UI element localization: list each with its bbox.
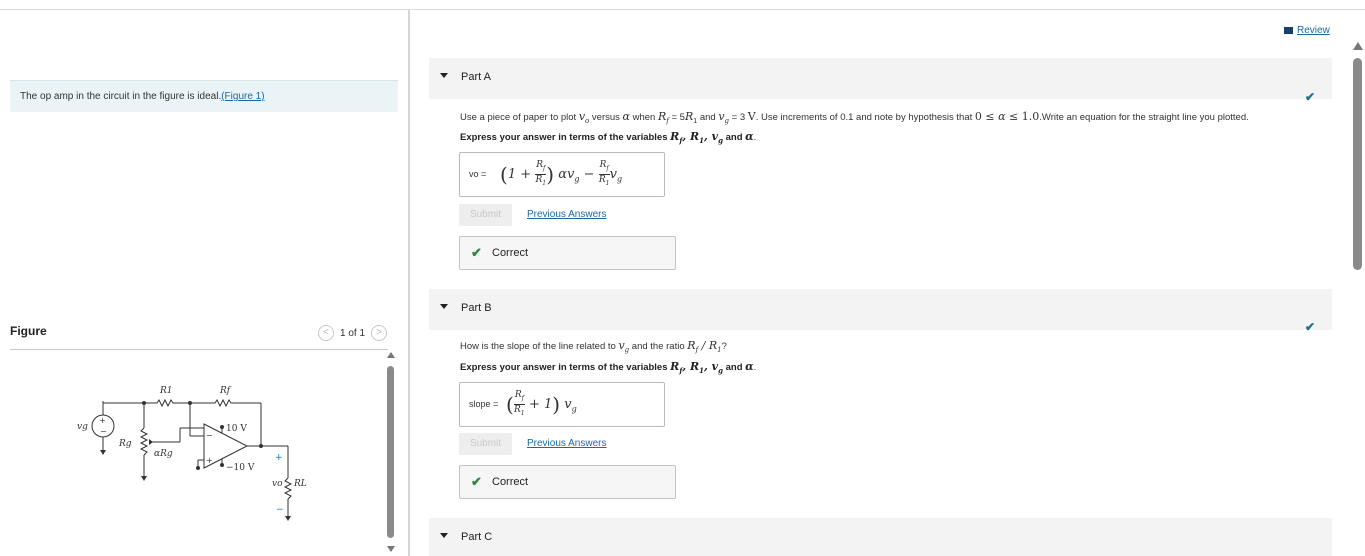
vo-label: vo [272, 479, 283, 489]
part-c-header[interactable] [429, 518, 1332, 556]
figure-scrollbar[interactable] [386, 352, 396, 556]
figure-page-count: 1 of 1 [340, 327, 366, 339]
part-b-header[interactable] [429, 289, 1332, 330]
rl-label: RL [294, 479, 307, 489]
vg-label: vg [77, 422, 88, 432]
scroll-up-icon[interactable] [387, 352, 395, 358]
part-a-header[interactable] [429, 58, 1332, 99]
answer-expression: (1 + $\frac{R_f}{R_1}$ ) $\alpha v_g$ − $\frac{R_f}{R_1}$ $v_g$ [500, 160, 623, 187]
part-b-express: Express your answer in terms of the variables $R_f$, $R_1$, $v_g$ and α. [460, 360, 757, 376]
vpos-label: 10 V [226, 424, 247, 434]
part-a-label: Part A [461, 71, 491, 83]
correct-feedback: ✔ Correct [459, 465, 676, 499]
submit-button[interactable]: Submit [459, 433, 512, 455]
vo-minus: − [276, 505, 284, 515]
figure-title: Figure [10, 324, 47, 338]
part-a-express: Express your answer in terms of the variables $R_f$, $R_1$, $v_g$ and α. [460, 130, 757, 146]
caret-down-icon[interactable] [440, 304, 448, 309]
review-link[interactable]: Review [1284, 25, 1330, 36]
book-icon [1284, 27, 1293, 34]
opamp-minus: − [206, 431, 213, 440]
circuit-diagram [72, 376, 322, 526]
src-minus: − [100, 427, 107, 436]
part-b-question: How is the slope of the line related to $v_g$ and the ratio $R_f / R_1$? [460, 339, 727, 355]
intro-text: The op amp in the circuit in the figure is ideal. [20, 91, 222, 102]
answer-expression: ( $\frac{R_f}{R_1}$ + 1) $v_g$ [506, 390, 577, 417]
check-icon: ✔ [471, 474, 482, 489]
part-c-label: Part C [461, 531, 493, 543]
arg-label: αRg [154, 449, 173, 459]
r1-label: R1 [160, 386, 173, 396]
check-icon: ✔ [1305, 320, 1316, 334]
figure-pager [318, 325, 387, 341]
submit-button[interactable]: Submit [459, 204, 512, 226]
check-icon: ✔ [471, 245, 482, 260]
opamp-plus: + [206, 456, 213, 465]
previous-answers-link[interactable]: Previous Answers [527, 438, 607, 449]
figure-divider [10, 349, 388, 350]
scroll-up-icon[interactable] [1353, 42, 1363, 50]
panel-divider[interactable] [408, 10, 410, 556]
part-a-question: Use a piece of paper to plot $v_o$ versus α when $R_f = 5R_1$ and $v_g = 3$ V. Use increments of 0.1 and note by hypothesis that 0 ≤ α ≤ 1.0.Write an equation for the straight line you plotted. [460, 110, 1249, 126]
vneg-label: −10 V [226, 463, 255, 473]
rf-label: Rf [220, 386, 231, 396]
correct-feedback: ✔ Correct [459, 236, 676, 270]
problem-intro [10, 80, 398, 112]
page-scrollbar[interactable] [1352, 42, 1365, 556]
chevron-right-icon[interactable]: > [371, 325, 387, 341]
caret-down-icon[interactable] [440, 533, 448, 538]
figure-link[interactable]: (Figure 1) [221, 91, 265, 102]
part-b-answer[interactable] [459, 382, 665, 427]
check-icon: ✔ [1305, 90, 1316, 104]
caret-down-icon[interactable] [440, 73, 448, 78]
scroll-down-icon[interactable] [387, 546, 395, 552]
chevron-left-icon[interactable]: < [318, 325, 334, 341]
answer-label: slope = [469, 399, 499, 409]
part-b-label: Part B [461, 302, 492, 314]
scroll-thumb[interactable] [387, 366, 394, 538]
previous-answers-link[interactable]: Previous Answers [527, 209, 607, 220]
scroll-thumb[interactable] [1353, 58, 1362, 270]
part-a-answer[interactable] [459, 152, 665, 197]
vo-plus: + [275, 453, 283, 463]
answer-label: vo = [469, 169, 487, 179]
rg-label: Rg [119, 439, 132, 449]
src-plus: + [99, 416, 106, 425]
